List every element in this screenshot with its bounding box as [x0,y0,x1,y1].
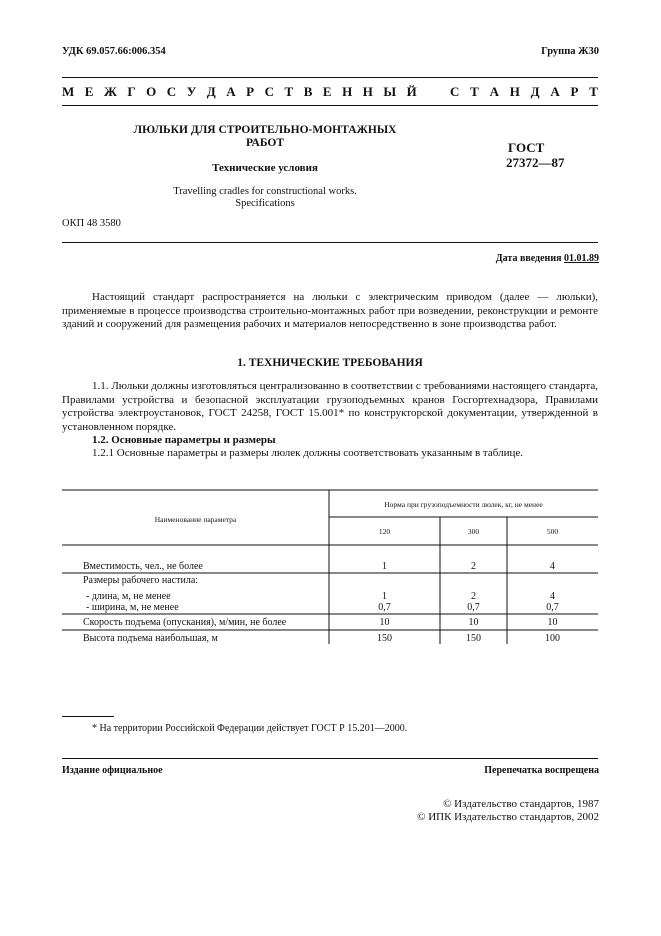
banner-letter: Н [342,84,353,99]
intro-paragraph: Настоящий стандарт распространяется на люльки с электрическим приводом (далее — люльки), применяемые в процессе производства строительно-монтажных работ при возведении, реконструкции и ремонте зданий и сооружений для размещения рабочих и материалов непосредственно в зоне производства работ. [62,291,598,330]
banner-letter: Ы [383,84,397,99]
effective-date [496,253,599,264]
english-line-1: Travelling cradles for constructional works. [173,186,357,197]
banner-letter: О [146,84,157,99]
table-cell-300: 10 [468,617,479,628]
footer-rule [62,758,598,759]
banner-letter: А [226,84,236,99]
section-heading: 1. ТЕХНИЧЕСКИЕ ТРЕБОВАНИЯ [237,357,423,369]
param-column-header: Наименование параметра [154,515,237,524]
banner-letter: С [264,84,274,99]
table-row-label: Размеры рабочего настила: [83,575,199,586]
table-cell-500: 10 [547,617,558,628]
footnote: * На территории Российской Федерации действует ГОСТ Р 15.201—2000. [92,723,408,734]
banner-letter: Г [127,84,136,99]
capacity-header-120: 120 [378,527,391,536]
okp-code: ОКП 48 3580 [62,218,121,229]
banner-letter: С [166,84,177,99]
copyright-2002: © ИПК Издательство стандартов, 2002 [417,811,599,823]
effective-date-label: Дата введения [495,253,562,264]
udk-code: УДК 69.057.66:006.354 [62,46,166,57]
banner-rule [62,105,598,106]
banner-letter: Е [84,84,94,99]
banner-letter: Д [530,84,540,99]
copyright-1987: © Издательство стандартов, 1987 [443,798,599,810]
table-cell-120: 10 [379,617,390,628]
table-row-label: - длина, м, не менее [86,591,171,602]
table-row-label: - ширина, м, не менее [86,602,179,613]
copyright-block [417,798,599,824]
capacity-header-500: 500 [546,527,559,536]
document-title [105,124,425,150]
table-cell-120: 150 [377,633,392,644]
banner-letter: М [62,84,75,99]
banner-letter: Е [322,84,332,99]
banner-letter: Н [362,84,373,99]
footnote-rule [62,716,114,717]
banner-letter: Й [406,84,417,99]
table-cell-120: 1 [382,591,387,602]
banner-letter: Т [470,84,479,99]
banner-letter: Н [509,84,520,99]
banner-word-interstate [62,84,417,100]
english-title [105,186,425,210]
table-row-label: Вместимость, чел., не более [83,561,203,572]
capacity-header-300: 300 [467,527,480,536]
banner-letter: Т [284,84,294,99]
banner-letter: А [550,84,560,99]
english-line-2: Specifications [235,198,295,209]
table-cell-300: 0,7 [467,602,480,613]
norm-column-header: Норма при грузоподъемности люлек, кг, не менее [384,500,543,509]
table-cell-120: 1 [382,561,387,572]
table-row-label: Высота подъема наибольшая, м [83,633,218,644]
banner-word-standard [450,84,598,100]
table-cell-500: 0,7 [546,602,559,613]
gost-number: 27372—87 [506,155,565,170]
table-cell-300: 2 [471,591,476,602]
banner-letter: С [450,84,460,99]
banner-letter: Т [589,84,598,99]
banner-letter: А [489,84,499,99]
table-cell-500: 4 [550,591,555,602]
table-cell-120: 0,7 [378,602,391,613]
effective-date-value: 01.01.89 [564,253,599,264]
banner-letter: Р [570,84,579,99]
banner-letter: Р [246,84,255,99]
document-subtitle: Технические условия [212,162,318,174]
table-row-label: Скорость подъема (опускания), м/мин, не более [83,617,287,628]
banner-letter: В [303,84,313,99]
gost-label: ГОСТ [508,140,545,155]
group-code: Группа Ж30 [541,46,599,57]
standard-banner [62,84,598,100]
table-cell-500: 100 [545,633,560,644]
table-cell-300: 150 [466,633,481,644]
clause-1-2-heading: 1.2. Основные параметры и размеры [92,434,276,446]
banner-letter: Ж [103,84,117,99]
title-line-2: РАБОТ [246,137,284,149]
top-rule [62,77,598,78]
official-edition: Издание официальное [62,765,163,776]
clause-1-1: 1.1. Люльки должны изготовляться централизованно в соответствии с требованиями настоящего стандарта, Правилами устройства и безопасной эксплуатации грузоподъемных кранов Госгортехнадзора, Правилами устройства электроустановок, ГОСТ 24258, ГОСТ 15.001* по конструкторской документации, утвержденной в установленном порядке. [62,380,598,433]
banner-letter: У [186,84,197,99]
gost-designation [508,140,565,170]
parameters-table [62,489,598,649]
title-line-1: ЛЮЛЬКИ ДЛЯ СТРОИТЕЛЬНО-МОНТАЖНЫХ [133,124,397,136]
table-cell-500: 4 [550,561,555,572]
banner-letter: Д [206,84,216,99]
table-cell-300: 2 [471,561,476,572]
title-block-rule [62,242,598,243]
clause-1-2-1: 1.2.1 Основные параметры и размеры люлек должны соответствовать указанным в таблице. [92,447,523,459]
reprint-prohibited: Перепечатка воспрещена [484,765,599,776]
